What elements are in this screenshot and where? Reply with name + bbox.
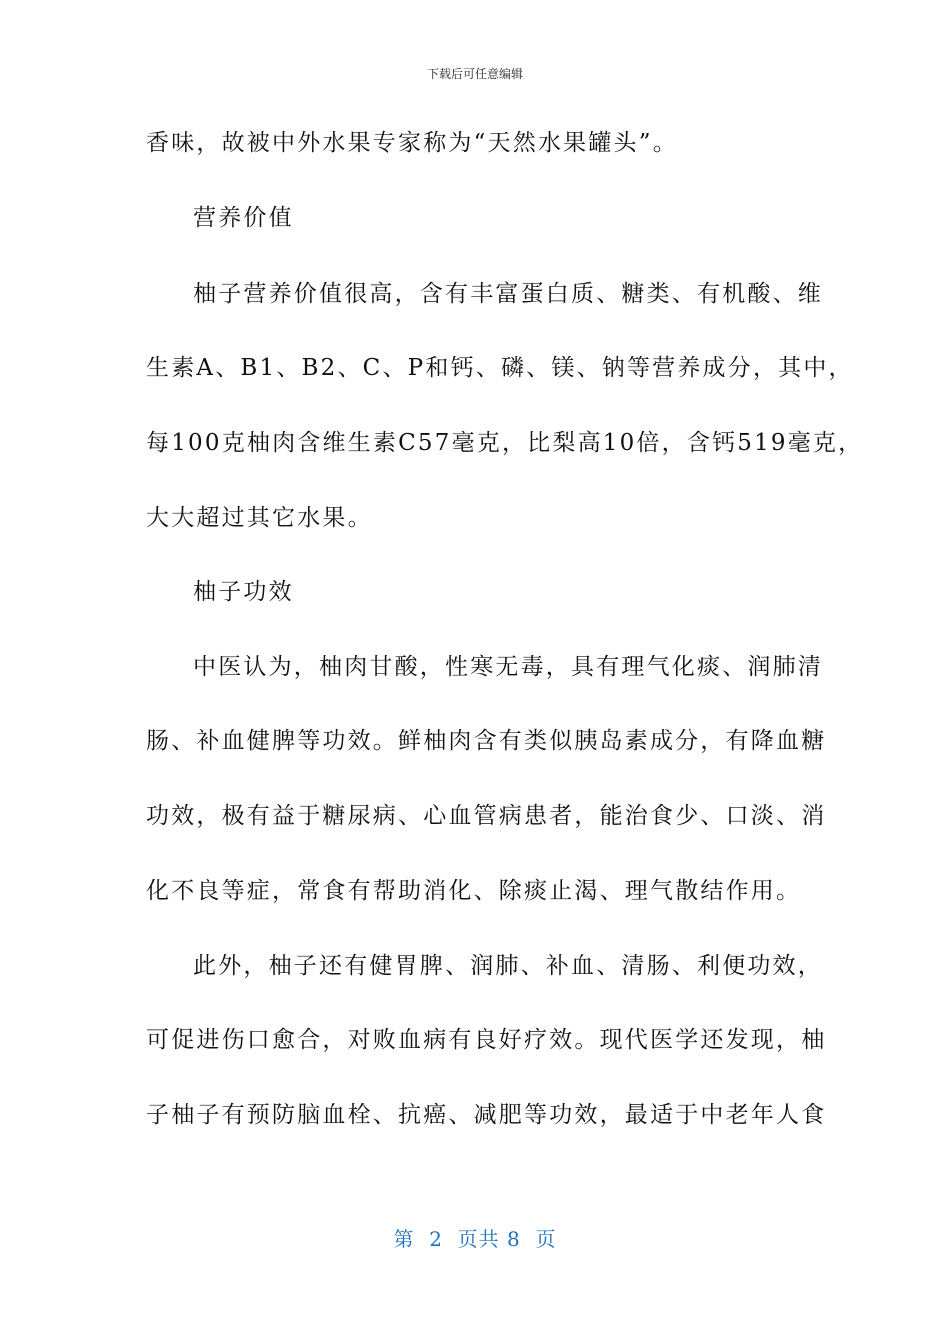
section-heading-nutrition: 营养价值 <box>193 205 294 231</box>
paragraph-line: 化不良等症，常食有帮助消化、除痰止渴、理气散结作用。 <box>146 878 802 904</box>
paragraph-line: 可促进伤口愈合，对败血病有良好疗效。现代医学还发现，柚 <box>146 1027 827 1053</box>
paragraph-line: 此外，柚子还有健胃脾、润肺、补血、清肠、利便功效， <box>193 953 823 979</box>
paragraph-line: 每100克柚肉含维生素C57毫克，比梨高10倍，含钙519毫克， <box>146 430 864 456</box>
paragraph-line: 子柚子有预防脑血栓、抗癌、减肥等功效，最适于中老年人食 <box>146 1102 827 1128</box>
paragraph-line: 大大超过其它水果。 <box>146 505 373 531</box>
paragraph-line: 肠、补血健脾等功效。鲜柚肉含有类似胰岛素成分，有降血糖 <box>146 728 827 754</box>
paragraph-line: 柚子营养价值很高，含有丰富蛋白质、糖类、有机酸、维 <box>193 281 823 307</box>
paragraph-line: 香味，故被中外水果专家称为“天然水果罐头”。 <box>146 130 678 156</box>
paragraph-line: 功效，极有益于糖尿病、心血管病患者，能治食少、口淡、消 <box>146 803 827 829</box>
paragraph-line: 中医认为，柚肉甘酸，性寒无毒，具有理气化痰、润肺清 <box>193 654 823 680</box>
page-number-footer: 第 2 页共 8 页 <box>393 1227 557 1251</box>
paragraph-line: 生素A、B1、B2、C、P和钙、磷、镁、钠等营养成分，其中， <box>146 355 854 381</box>
section-heading-efficacy: 柚子功效 <box>193 579 294 605</box>
page-header: 下载后可任意编辑 <box>426 67 523 81</box>
